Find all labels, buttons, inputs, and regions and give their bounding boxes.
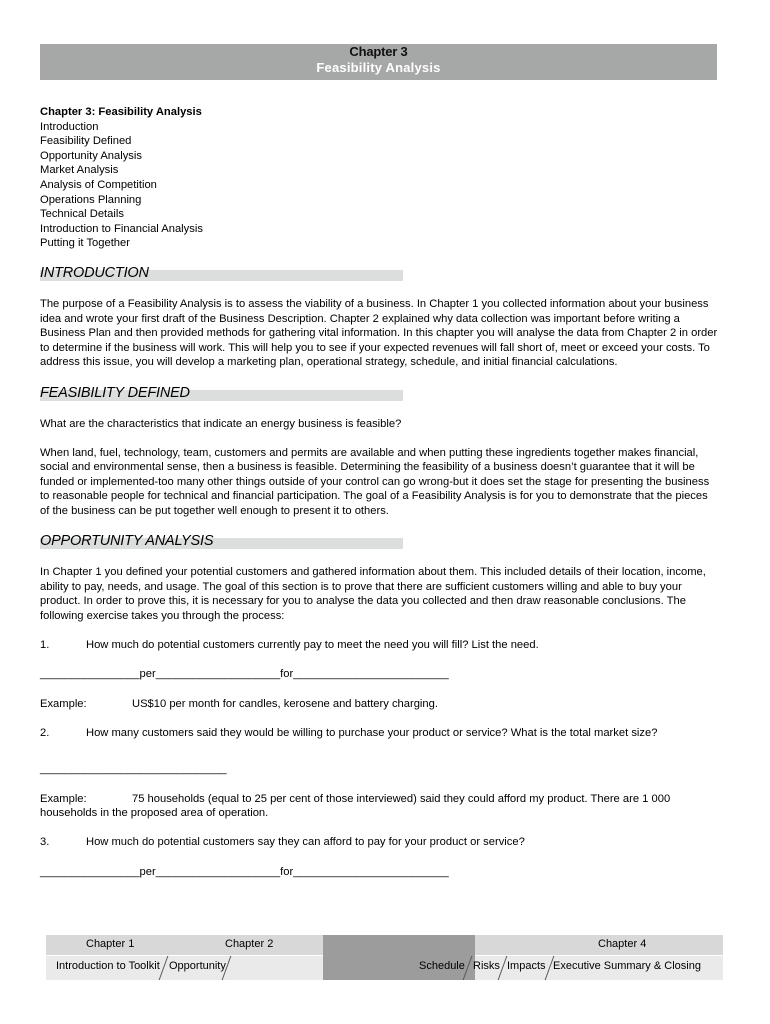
chapter-navigation-footer [46,935,723,981]
example-text: US$10 per month for candles, kerosene and battery charging. [132,697,438,710]
nav-link-impacts[interactable]: Impacts [507,960,546,972]
nav-link-opportunity[interactable]: Opportunity [169,960,226,972]
chapter-title: Feasibility Analysis [316,60,441,75]
nav-chapter-2[interactable]: Chapter 2 [225,938,274,950]
section-heading-feasibility [40,385,720,403]
answer-blank-1[interactable]: ________________per____________________for_________________________ [40,668,449,681]
question-text: How many customers said they would be willing to purchase your product or service? What is the total market size? [86,726,658,739]
example-label: Example: [40,697,87,710]
toc-item: Technical Details [40,208,124,221]
question-3 [40,835,720,850]
example-label: Example: [40,792,87,805]
nav-chapter-4[interactable]: Chapter 4 [598,938,647,950]
answer-blank-2[interactable]: ______________________________ [40,763,227,776]
heading-text: FEASIBILITY DEFINED [40,384,190,401]
table-of-contents [40,105,720,251]
answer-blank-3[interactable]: ________________per____________________for_________________________ [40,865,449,878]
toc-item: Market Analysis [40,164,119,177]
nav-link-executive-summary[interactable]: Executive Summary & Closing [553,960,701,972]
chapter-number: Chapter 3 [349,44,408,59]
toc-item: Operations Planning [40,193,142,206]
feasibility-question: What are the characteristics that indicate an energy business is feasible? [40,417,402,430]
feasibility-paragraph: When land, fuel, technology, team, customers and permits are available and when putting these ingredients together makes financial, social and environmental sense, then a business is feasible. Determining the feasibility of a business doesn’t guarantee that it will be funded or implemented-too many other things outside of your control can go wrong-but it does set the stage for presenting the business to reasonable people for technical and financial participation. The goal of a Feasibility Analysis is for you to demonstrate that the pieces of the business can be put together well enough to present it to others. [40,446,710,518]
nav-link-schedule[interactable]: Schedule [419,960,465,972]
question-1 [40,638,720,653]
section-heading-opportunity [40,533,720,551]
example-1 [40,697,720,712]
toc-item: Putting it Together [40,237,130,250]
example-2 [40,792,720,821]
toc-item: Opportunity Analysis [40,149,142,162]
question-number: 3. [40,836,50,849]
section-heading-introduction [40,265,720,283]
current-chapter-marker [323,935,475,980]
question-2 [40,726,720,741]
toc-title: Chapter 3: Feasibility Analysis [40,106,202,118]
chapter-header [40,44,717,80]
question-text: How much do potential customers say they can afford to pay for your product or service? [86,836,525,849]
nav-chapter-1[interactable]: Chapter 1 [86,938,135,950]
toc-item: Feasibility Defined [40,135,132,148]
heading-text: OPPORTUNITY ANALYSIS [40,533,214,550]
nav-link-introduction[interactable]: Introduction to Toolkit [56,960,160,972]
page-content [40,105,720,894]
toc-item: Introduction to Financial Analysis [40,222,203,235]
toc-item: Analysis of Competition [40,178,157,191]
toc-item: Introduction [40,120,99,133]
question-number: 1. [40,639,50,652]
question-number: 2. [40,726,50,739]
nav-link-risks[interactable]: Risks [473,960,500,972]
example-text: 75 households (equal to 25 per cent of those interviewed) said they could afford my product. There are 1 000 households in the proposed area of operation. [40,792,671,820]
heading-text: INTRODUCTION [40,264,149,281]
opportunity-paragraph: In Chapter 1 you defined your potential customers and gathered information about them. This included details of their location, income, ability to pay, needs, and usage. The goal of this section is to prove that there are sufficient customers willing and able to buy your product. In order to prove this, it is necessary for you to analyse the data you collected and then draw reasonable conclusions. The following exercise takes you through the process: [40,566,706,623]
question-text: How much do potential customers currently pay to meet the need you will fill? List the need. [86,639,539,652]
introduction-paragraph: The purpose of a Feasibility Analysis is to assess the viability of a business. In Chapter 1 you collected information about your business idea and wrote your first draft of the Business Description. Chapter 2 explained why data collection was important before writing a Business Plan and then provided methods for gathering vital information. In this chapter you will analyse the data from Chapter 2 in order to determine if the business will work. This will help you to see if your expected revenues will fall short of, meet or exceed your costs. To address this issue, you will develop a marketing plan, operational strategy, schedule, and initial financial calculations. [40,297,718,369]
